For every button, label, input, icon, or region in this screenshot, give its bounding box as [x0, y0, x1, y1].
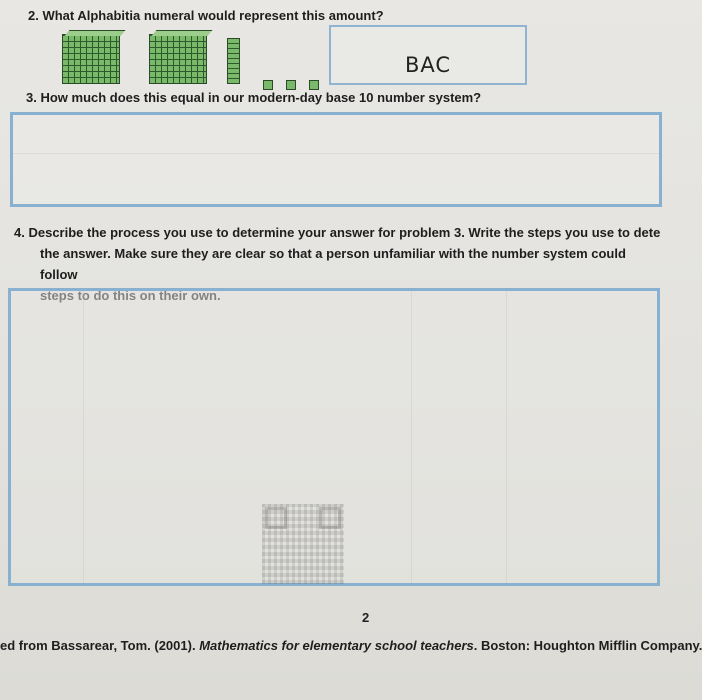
question-3-answer-box[interactable] [10, 112, 662, 207]
question-4-number: 4. [14, 225, 25, 240]
ten-rod-block [227, 38, 240, 84]
question-2-answer: BAC [404, 53, 452, 77]
question-3-number: 3. [26, 90, 37, 105]
question-4-line-1: Describe the process you use to determine your answer for problem 3. Write the steps you use to dete [28, 225, 661, 240]
hundred-flat-block-2 [149, 34, 207, 84]
qr-code [262, 504, 344, 584]
question-2-text: What Alphabitia numeral would represent this amount? [42, 8, 384, 23]
bleed-through-column [411, 291, 412, 583]
citation-title: Mathematics for elementary school teachers [199, 638, 474, 653]
unit-cube-3 [309, 80, 319, 90]
question-2-answer-box[interactable] [329, 25, 527, 85]
citation-suffix: . Boston: Houghton Mifflin Company. [473, 638, 702, 653]
question-3 [26, 90, 481, 105]
hundred-flat-block-1 [62, 34, 120, 84]
page-number: 2 [362, 610, 370, 625]
bleed-through-column [83, 291, 84, 583]
bleed-through-rule [13, 153, 659, 154]
citation-prefix: ed from Bassarear, Tom. (2001). [0, 638, 200, 653]
unit-cube-1 [263, 80, 273, 90]
bleed-through-column [506, 291, 507, 583]
unit-cube-2 [286, 80, 296, 90]
question-2-number: 2. [28, 8, 39, 23]
question-4-line-2: the answer. Make sure they are clear so that a person unfamiliar with the number system could follow [40, 246, 626, 282]
question-3-text: How much does this equal in our modern-day base 10 number system? [40, 90, 482, 105]
question-2 [28, 8, 384, 23]
citation [0, 638, 702, 653]
